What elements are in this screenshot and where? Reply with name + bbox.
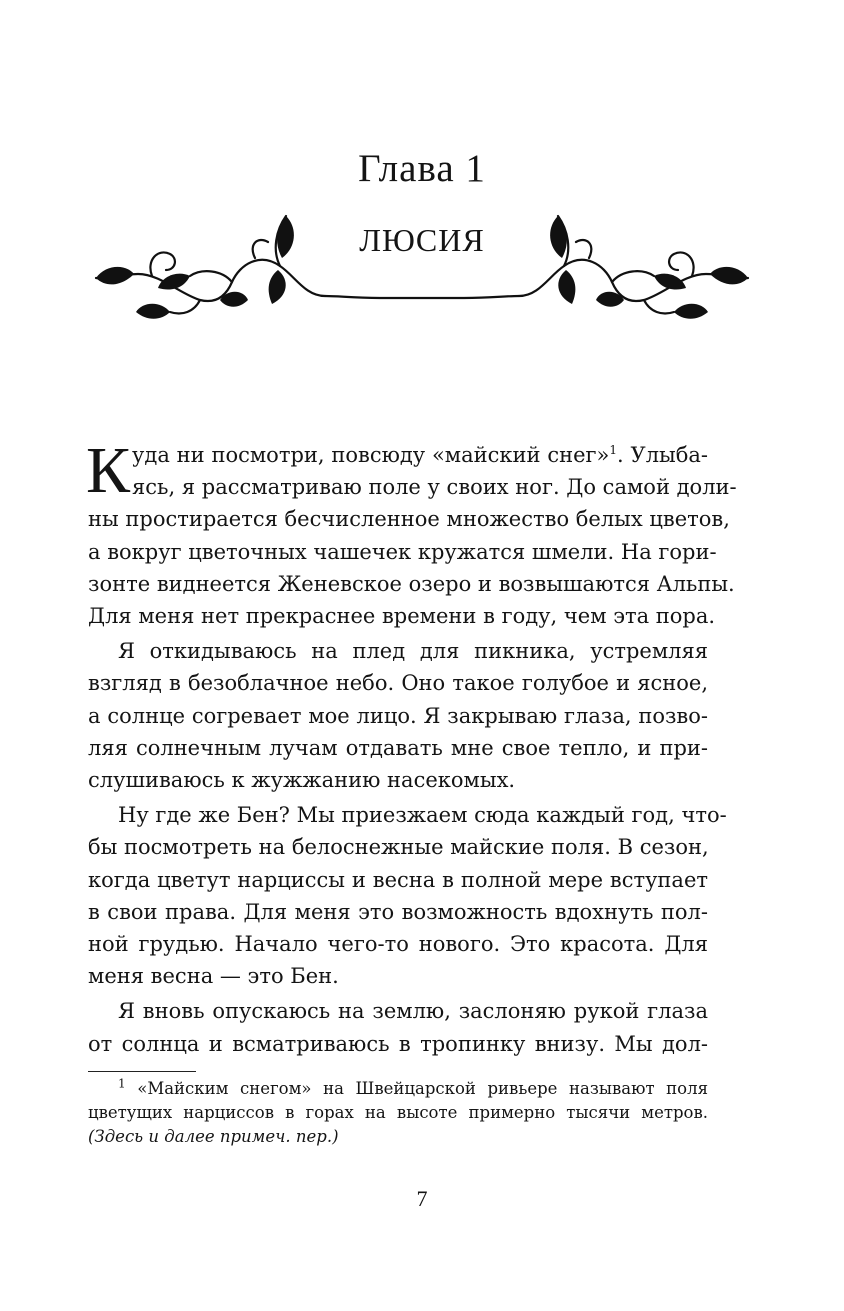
chapter-title: Глава 1	[358, 147, 486, 190]
footnote-marker: 1	[118, 1076, 126, 1091]
character-name: ЛЮСИЯ	[359, 222, 485, 258]
floral-vine-ornament-icon	[90, 200, 754, 324]
text-line: ляя солнечным лучам отдавать мне свое тепло, и при-	[88, 735, 708, 760]
footnote-translator-note: (Здесь и далее примеч. пер.)	[88, 1127, 339, 1146]
text-line: зонте виднеется Женевское озеро и возвышаются Альпы.	[88, 571, 735, 596]
text-line: от солнца и всматриваюсь в тропинку внизу. Мы дол-	[88, 1031, 708, 1056]
footnote-line: $^1$ «Майским снегом» на Швейцарской ривьере называют поля	[118, 1076, 708, 1098]
footnote-divider	[88, 1071, 196, 1072]
paragraph-1	[86, 434, 737, 632]
footnote	[88, 1077, 708, 1149]
text-line: в свои права. Для меня это возможность вдохнуть пол-	[88, 899, 708, 924]
text-line: когда цветут нарциссы и весна в полной мере вступает	[88, 867, 708, 892]
paragraph-2	[88, 635, 708, 796]
text-line: Ну где же Бен? Мы приезжаем сюда каждый год, что-	[118, 803, 727, 828]
page-number: 7	[416, 1186, 428, 1211]
text-line: ясь, я рассматриваю поле у своих ног. До самой доли-	[132, 475, 737, 500]
text-line: меня весна — это Бен.	[88, 964, 339, 989]
footnote-line: цветущих нарциссов в горах на высоте примерно тысячи метров.	[88, 1103, 708, 1122]
text-line: Я откидываюсь на плед для пикника, устремляя	[118, 639, 708, 664]
text-line: Для меня нет прекраснее времени в году, чем эта пора.	[88, 604, 716, 629]
text-line: бы посмотреть на белоснежные майские поля. В сезон,	[88, 835, 709, 860]
text-line: слушиваюсь к жужжанию насекомых.	[88, 768, 516, 793]
text-line: Я вновь опускаюсь на землю, заслоняю рукой глаза	[118, 999, 708, 1024]
text-line: взгляд в безоблачное небо. Оно такое голубое и ясное,	[88, 671, 708, 696]
text-line: а вокруг цветочных чашечек кружатся шмели. На гори-	[88, 539, 717, 564]
text-line: уда ни посмотри, повсюду «майский снег»$^1$. Улыба-	[132, 443, 709, 467]
body-text	[86, 434, 737, 1063]
paragraph-3	[88, 799, 727, 992]
paragraph-4	[88, 995, 708, 1059]
text-line: ной грудью. Начало чего-то нового. Это красота. Для	[88, 932, 708, 957]
drop-cap: К	[86, 434, 131, 507]
footnote-ref[interactable]: 1	[609, 443, 618, 457]
text-line: ны простирается бесчисленное множество белых цветов,	[88, 507, 730, 532]
text-line: а солнце согревает мое лицо. Я закрываю глаза, позво-	[88, 703, 708, 728]
